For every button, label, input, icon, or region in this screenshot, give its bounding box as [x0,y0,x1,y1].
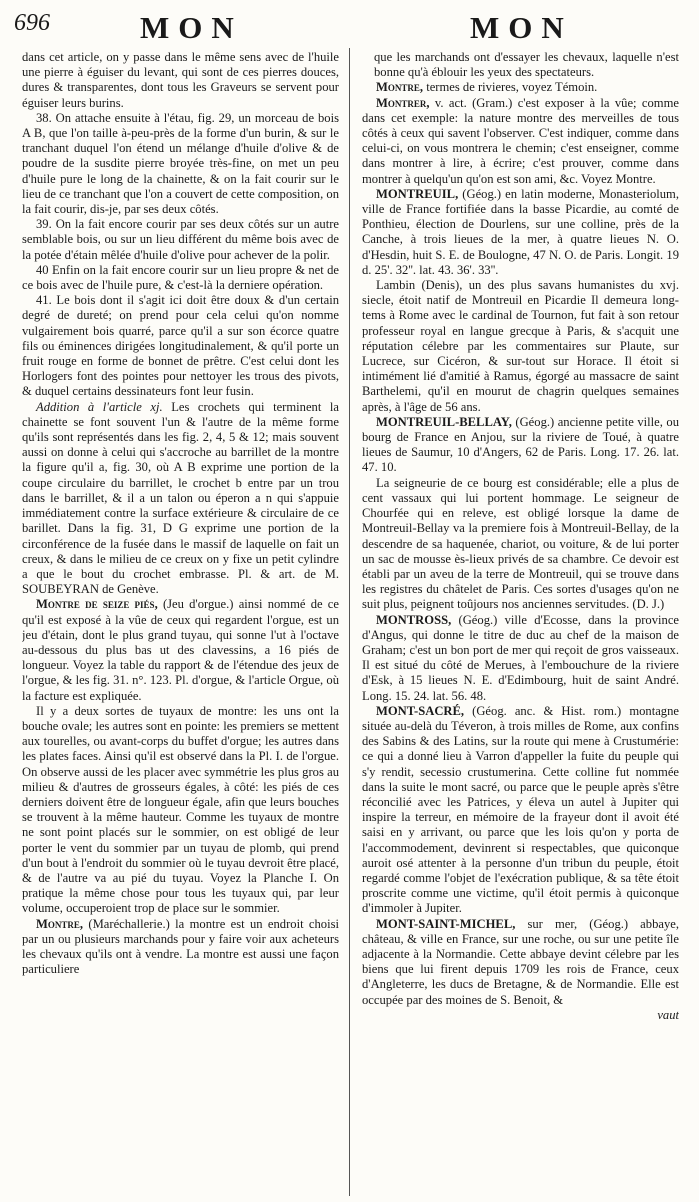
paragraph: 39. On la fait encore courir par ses deux côtés sur un autre semblable bois, ou sur un lieu différent du même bois avec de la potée d'étain mêlée d'huile d'olive pour achever de la polir. [22,217,339,262]
entry-headword: MONTROSS, [376,612,452,627]
paragraph: 38. On attache ensuite à l'étau, fig. 29, un morceau de bois A B, que l'on taille à-peu-près de la forme d'un burin, & sur le tranchant duquel l'on étend un mélange d'huile d'olive & de poudre de la susdite pierre broyée très-fine, on met un peu d'huile pure le long de la chainette, & on la fait courir sur le lieu de ce tranchant que l'on a couvert de cette composition, on la fait courir, dis-je, par ses deux côtés. [22,110,339,217]
entry-text: (Géog. anc. & Hist. rom.) montagne située au-delà du Téveron, à trois milles de Rome, aux confins des Sabins & des Latins, sur la route qui mene à Crustumérie: ce qui a donné lieu à Varron d'appeller la fuite du peuple qui s'y rendit, secessio crustumerina. Cette colline fut nommée dans la suite le mont sacré, ou parce que le peuple après s'être réconcilié avec les Patrices, y éleva un autel à Jupiter qui inspire la terreur, en mémoire de la frayeur dont il avoit été saisi en y arrivant, ou parce que les lois qu'on y porta de l'accommodement, devinrent si respectables, que quiconque auroit osé attenter à la personne d'un tribun du peuple, étoit regardé comme l'objet de l'exécration publique, & sa tête étoit proscrite comme une victime, qu'il étoit permis à quiconque d'immoler à Jupiter. [362,703,679,916]
paragraph: que les marchands ont d'essayer les chevaux, laquelle n'est bonne qu'à éblouir les yeux des spectateurs. [374,50,679,80]
paragraph: 41. Le bois dont il s'agit ici doit être doux & d'un certain degré de dureté; on prend pour cela celui qu'on nomme vulgairement bois quarré, parce qu'il a sur son écorce quatre fils ou éminences dirigées longitudinalement, & qu'il porte un fruit rouge en forme de bonnet de prêtre. C'est celui dont les Horlogers font des pointes pour nettoyer les trous des pivots, & duquel certains dessinateurs font leur fusin. [22,293,339,399]
paragraph: Il y a deux sortes de tuyaux de montre: les uns ont la bouche ovale; les autres sont en pointe: les premiers se mettent aux tourelles, ou avant-corps du buffet d'orgue; les autres dans les plates faces. Ainsi qu'il est observé dans la Pl. I. de l'orgue. On observe aussi de les placer avec symmétrie les plus gros au milieu & d'autres de grosseurs égales, à côté: les piés de ces derniers doivent être de longueur égale, afin que leurs bouches se trouvent à la même hauteur. Comme les tuyaux de montre ne sont point placés sur le sommier, on est obligé de leur porter le vent du sommier par un tuyau de plomb, qui prend d'un bout à l'endroit du sommier où le tuyau devroit être placé, & de l'autre va au pié du tuyau. Voyez la Planche I. On pratique la même chose pour tous les tuyaux qui, par leur volume, occuperoient trop de place sur le sommier. [22,703,339,916]
page-header [0,4,699,48]
column-rule [349,48,350,1196]
entry-montre-marechallerie [22,917,339,978]
entry-headword: MONTREUIL-BELLAY, [376,414,512,429]
entry-text: sur mer, (Géog.) abbaye, château, & ville en France, sur une roche, ou sur une petite île adjacente à la Normandie. Cette abbaye devint célebre par les biens que lui firent depuis 1709 les rois de France, ceux d'Angleterre, les ducs de Bretagne, & de Normandie. Elle est occupée par des moines de S. Benoit, & [362,916,679,1007]
running-head-left: MON [140,10,243,45]
paragraph: dans cet article, on y passe dans le même sens avec de l'huile une pierre à éguiser du levant, qui sont de ces pierres douces, dures & transparentes, dont tous les Graveurs se servent pour éguiser leurs burins. [22,50,339,110]
running-head-right: MON [470,10,573,45]
entry-text: (Maréchallerie.) la montre est un endroit choisi par un ou plusieurs marchands pour y faire voir aux acheteurs les chevaux qu'ils ont à vendre. La montre est aussi une façon particuliere [22,916,339,977]
entry-montre-rivieres [362,80,679,95]
paragraph: 40 Enfin on la fait encore courir sur un lieu propre & net de ce bois avec de l'huile pure, & c'est-là la derniere opération. [22,262,339,293]
entry-montre-seize-pies [22,597,339,703]
entry-text: (Jeu d'orgue.) ainsi nommé de ce qu'il est exposé à la vûe de ceux qui regardent l'orgue, est un jeu d'étain, dont le plus grand tuyau, qui sonne l'ut à l'octave au-dessous du plus bas ut des clavessins, a 16 piés de longueur. Voyez la table du rapport & de l'étendue des jeux de l'orgue, & les fig. 31. n°. 123. Pl. d'orgue, & l'article Orgue, où la facture est expliquée. [22,597,339,703]
entry-text: (Géog.) ville d'Ecosse, dans la province d'Angus, qui donne le titre de duc au chef de la maison de Graham; c'est un bon port de mer qui reçoit de gros vaisseaux. Il est situé du côté de Merues, à l'embouchure de la riviere d'Esk, à 15 lieues N. E. d'Edimbourg, huit de saint André. Long. 15. 24. lat. 56. 48. [362,612,679,703]
entry-headword: MONT-SACRÉ, [376,703,465,718]
entry-headword: Montre, [376,80,424,95]
entry-text: (Géog.) ancienne petite ville, ou bourg de France en Anjou, sur la riviere de Toué, à quatre lieues de Saumur, 10 d'Angers, 62 de Paris. Long. 17. 26. lat. 47. 10. [362,414,679,475]
entry-headword: Montre de seize piés, [36,597,158,612]
page-number: 696 [14,10,50,36]
entry-text: v. act. (Gram.) c'est exposer à la vûe; comme dans cet exemple: la nature montre des merveilles de tous côtés à ceux qui savent l'observer. C'est indiquer, comme dans celui-ci, on vous montrera le chemin; c'est enseigner, comme dans montrer à lire, à écrire; c'est prouver, comme dans montrer à quelqu'un qu'on est son ami, &c. Voyez Montre. [362,95,679,186]
entry-montreuil [362,187,679,278]
entry-montross [362,613,679,704]
catchword: vaut [657,1007,679,1022]
addition-label: Addition à l'article xj. [36,399,163,414]
entry-headword: Montrer, [376,95,430,110]
right-column [362,50,679,1196]
entry-text: termes de rivieres, voyez Témoin. [426,80,598,95]
entry-montrer [362,96,679,187]
entry-headword: Montre, [36,916,84,931]
addition-text: Les crochets qui terminent la chainette se font souvent l'un & l'autre de la même forme qu'ils sont représentés dans les fig. 2, 4, 5 & 12; mais souvent aussi on donne à celui qui s'accroche au barrillet de la montre la figure qu'il a, fig. 30, où A B exprime une portion de la coupe circulaire du barrillet, le crochet b entre par un trou dans le barrillet, & il a un talon ou éperon a n qui s'appuie immédiatement contre la surface extérieure & circulaire de ce barillet. Dans la fig. 31, D G exprime une portion de la circonférence de la fusée dans le massif de laquelle on fait un creux, & dans le milieu de ce creux on y fixe un petit cylindre a que le bout du crochet embrasse. Pl. & art. de M. SOUBEYRAN de Genève. [22,399,339,597]
entry-mont-sacre [362,704,679,917]
left-column [22,50,339,1196]
addition-entry [22,400,339,598]
entry-mont-saint-michel [362,917,679,1008]
paragraph: La seigneurie de ce bourg est considérable; elle a plus de cent vassaux qui lui portent hommage. Le seigneur de Chourfée qui en releve, est obligé lorsque la dame de Montreuil-Bellay va la premiere fois à Montreuil-Bellay, de la descendre de sa haquenée, chariot, ou voiture, & de lui porter un sac de mousse ès-lieux privés de sa chambre. Ce devoir est établi par un aveu de la terre de Montreuil, qui se trouve dans les registres du châtelet de Paris. Ces sortes d'usages qu'on ne suit plus, peignent toûjours nos anciennes servitudes. (D. J.) [362,475,679,612]
entry-headword: MONTREUIL, [376,186,459,201]
entry-text: (Géog.) en latin moderne, Monasteriolum, ville de France fortifiée dans la basse Picardie, au comté de Ponthieu, élection de Dourlens, sur une colline, près de la Canche, à trois lieues de la mer, à quatre lieues N. O. d'Hesdin, huit S. E. de Boulogne, 47 N. O. de Paris. Longit. 19 d. 25'. 32''. lat. 43. 36'. 33''. [362,186,679,277]
entry-montreuil-bellay [362,415,679,476]
entry-headword: MONT-SAINT-MICHEL, [376,916,516,931]
paragraph: Lambin (Denis), un des plus savans humanistes du xvj. siecle, étoit natif de Montreuil en Picardie Il demeura long-tems à Rome avec le cardinal de Tournon, fut fait à son retour professeur royal en langue grecque à Paris, & s'acquit une réputation célebre par les commentaires sur Plaute, sur Lucrece, sur Cicéron, & sur-tout sur Horace. Il étoit si intimément lié d'amitié à Ramus, égorgé au massacre de saint Barthelemi, qu'il en mourut de chagrin quelques semaines après, à l'âge de 56 ans. [362,278,679,414]
